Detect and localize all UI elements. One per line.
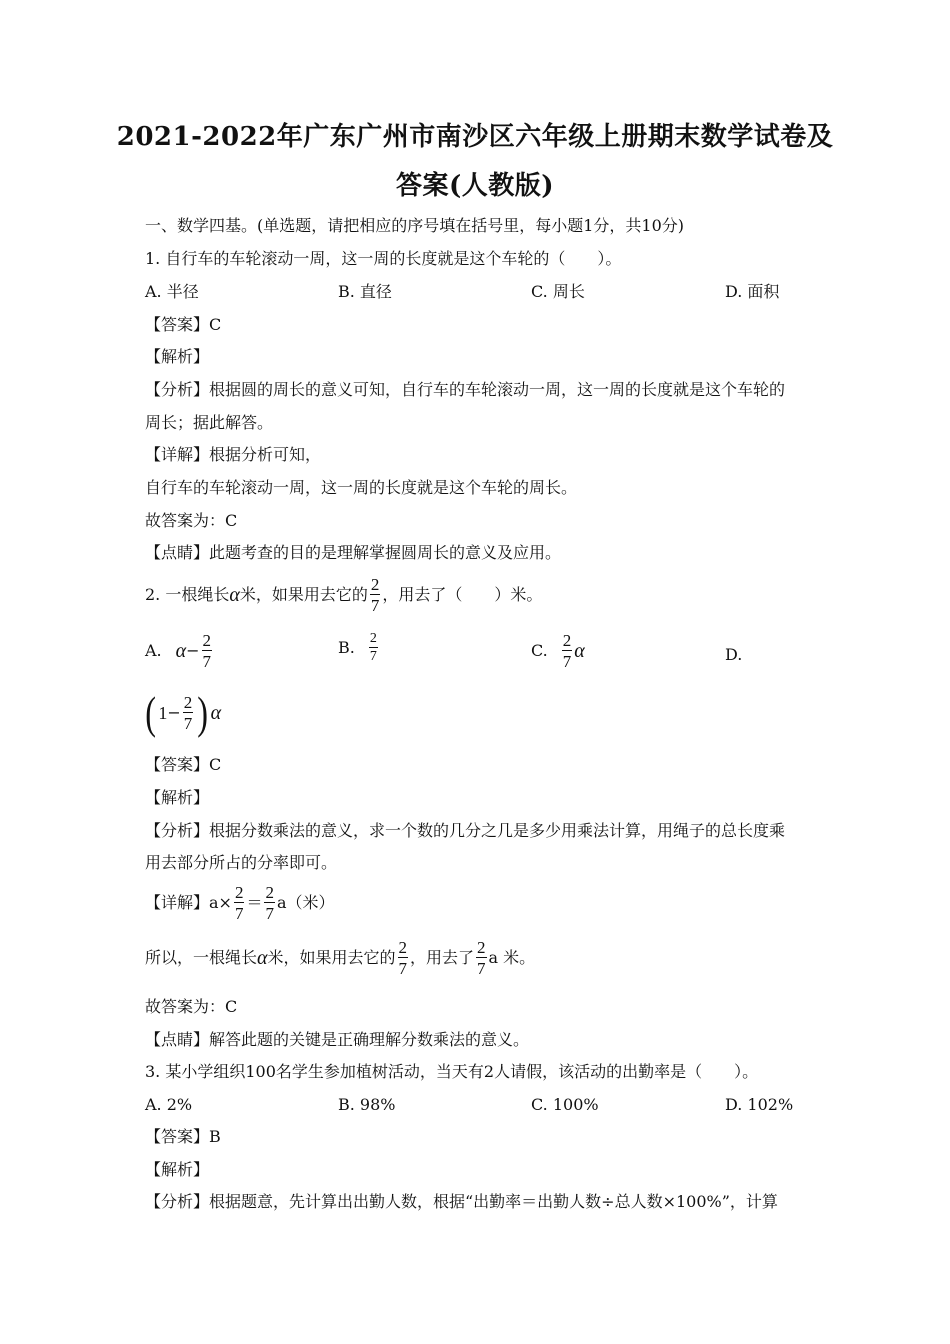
q2-option-c — [531, 632, 585, 670]
q2-answer: 【答案】C — [145, 755, 222, 774]
q2-option-b-label: B. — [338, 638, 355, 657]
q3-answer: 【答案】B — [145, 1127, 221, 1146]
q2-suoyi — [145, 939, 535, 977]
fraction-denominator: 7 — [370, 596, 380, 615]
q2-suoyi-alpha: α — [257, 947, 268, 969]
q2-xiangjie-fraction1 — [234, 884, 245, 922]
q2-option-a-minus: − — [186, 641, 200, 660]
q1-conclusion: 故答案为：C — [145, 511, 238, 530]
q2-option-c-label: C. — [531, 641, 548, 660]
q2-option-d-label: D. — [725, 645, 743, 664]
q1-jiexi: 【解析】 — [145, 347, 210, 366]
fraction-numerator: 2 — [234, 883, 244, 902]
q1-xiangjie-line1: 【详解】根据分析可知， — [145, 445, 322, 464]
q1-dianjing: 【点睛】此题考查的目的是理解掌握圆周长的意义及应用。 — [145, 543, 562, 562]
fraction-numerator: 2 — [398, 938, 408, 957]
q3-fenxi-line1: 【分析】根据题意，先计算出出勤人数，根据“出勤率＝出勤人数÷总人数×100%”，计算 — [145, 1192, 778, 1211]
q3-option-a: A. 2% — [145, 1095, 193, 1114]
q1-answer: 【答案】C — [145, 315, 222, 334]
fraction-numerator: 2 — [369, 631, 377, 646]
q2-option-d-alpha: α — [210, 702, 222, 724]
fraction-numerator: 2 — [562, 631, 572, 650]
q2-xiangjie-part3: a（米） — [276, 893, 335, 912]
q2-jiexi: 【解析】 — [145, 788, 210, 807]
q2-suoyi-part1: 所以，一根绳长 — [145, 948, 258, 967]
q2-stem-part2: 米，如果用去它的 — [239, 585, 368, 604]
fraction-denominator: 7 — [234, 904, 244, 923]
q2-stem-part3: ，用去了（ ）米。 — [382, 585, 543, 604]
q2-xiangjie-fraction2 — [264, 884, 275, 922]
q2-fraction — [370, 576, 381, 614]
q2-option-b — [338, 632, 380, 664]
q2-variable-alpha: α — [229, 584, 240, 606]
fraction-numerator: 2 — [265, 883, 274, 902]
q2-stem-part1: 2. 一根绳长 — [145, 585, 230, 604]
q2-suoyi-part3: ，用去了 — [410, 948, 475, 967]
fraction-denominator: 7 — [202, 652, 212, 671]
fraction-numerator: 2 — [370, 575, 380, 594]
q1-option-b: B. 直径 — [338, 282, 392, 301]
q3-jiexi: 【解析】 — [145, 1160, 210, 1179]
q1-xiangjie-line2: 自行车的车轮滚动一周，这一周的长度就是这个车轮的周长。 — [145, 478, 578, 497]
q2-xiangjie-equals: ＝ — [246, 893, 263, 912]
q2-fenxi-line2: 用去部分所占的分率即可。 — [145, 853, 338, 872]
section-heading: 一、数学四基。(单选题，请把相应的序号填在括号里，每小题1分，共10分) — [145, 216, 685, 235]
q3-option-d: D. 102% — [725, 1095, 794, 1114]
q3-option-b: B. 98% — [338, 1095, 396, 1114]
fraction-numerator: 2 — [183, 693, 193, 712]
q2-option-b-fraction — [369, 632, 378, 664]
q2-option-d-one: 1 — [158, 703, 168, 723]
q2-fenxi-line1: 【分析】根据分数乘法的意义，求一个数的几分之几是多少用乘法计算，用绳子的总长度乘 — [145, 821, 786, 840]
q2-option-d-expression — [143, 687, 222, 738]
q1-option-c: C. 周长 — [531, 282, 585, 301]
q2-suoyi-part2: 米，如果用去它的 — [267, 948, 396, 967]
q2-option-c-alpha: α — [574, 640, 585, 662]
q2-option-d-fraction — [183, 694, 194, 732]
q3-option-c: C. 100% — [531, 1095, 599, 1114]
fraction-denominator: 7 — [369, 649, 377, 664]
q1-stem: 1. 自行车的车轮滚动一周，这一周的长度就是这个车轮的（ ）。 — [145, 249, 622, 268]
q1-option-d: D. 面积 — [725, 282, 780, 301]
q2-option-c-fraction — [562, 632, 573, 670]
document-title-line2: 答案(人教版) — [395, 171, 555, 201]
q2-option-a-label: A. — [145, 641, 162, 660]
q2-stem — [145, 576, 542, 614]
document-title-line1: 2021-2022年广东广州市南沙区六年级上册期末数学试卷及 — [116, 122, 834, 152]
q2-suoyi-part4: a 米。 — [488, 948, 536, 967]
fraction-denominator: 7 — [398, 959, 408, 978]
left-paren: ( — [145, 687, 157, 738]
q2-xiangjie — [145, 884, 335, 922]
fraction-numerator: 2 — [202, 631, 212, 650]
q2-suoyi-fraction2 — [476, 939, 487, 977]
q2-option-d-minus: − — [167, 703, 181, 722]
q1-fenxi-line2: 周长；据此解答。 — [145, 413, 274, 432]
q2-option-a-fraction — [202, 632, 213, 670]
q2-conclusion: 故答案为：C — [145, 997, 238, 1016]
q1-fenxi-line1: 【分析】根据圆的周长的意义可知，自行车的车轮滚动一周，这一周的长度就是这个车轮的 — [145, 380, 786, 399]
q3-stem: 3. 某小学组织100名学生参加植树活动，当天有2人请假，该活动的出勤率是（ ）。 — [145, 1062, 759, 1081]
fraction-numerator: 2 — [477, 938, 486, 957]
fraction-denominator: 7 — [562, 652, 572, 671]
q1-option-a: A. 半径 — [145, 282, 199, 301]
q2-option-a-alpha: α — [175, 640, 187, 662]
q2-suoyi-fraction1 — [398, 939, 409, 977]
fraction-denominator: 7 — [477, 959, 486, 978]
fraction-denominator: 7 — [183, 714, 193, 733]
q2-option-a — [145, 632, 214, 670]
right-paren: ) — [197, 687, 209, 738]
q2-dianjing: 【点睛】解答此题的关键是正确理解分数乘法的意义。 — [145, 1030, 530, 1049]
fraction-denominator: 7 — [265, 904, 274, 923]
q2-xiangjie-part1: 【详解】a× — [145, 893, 232, 912]
